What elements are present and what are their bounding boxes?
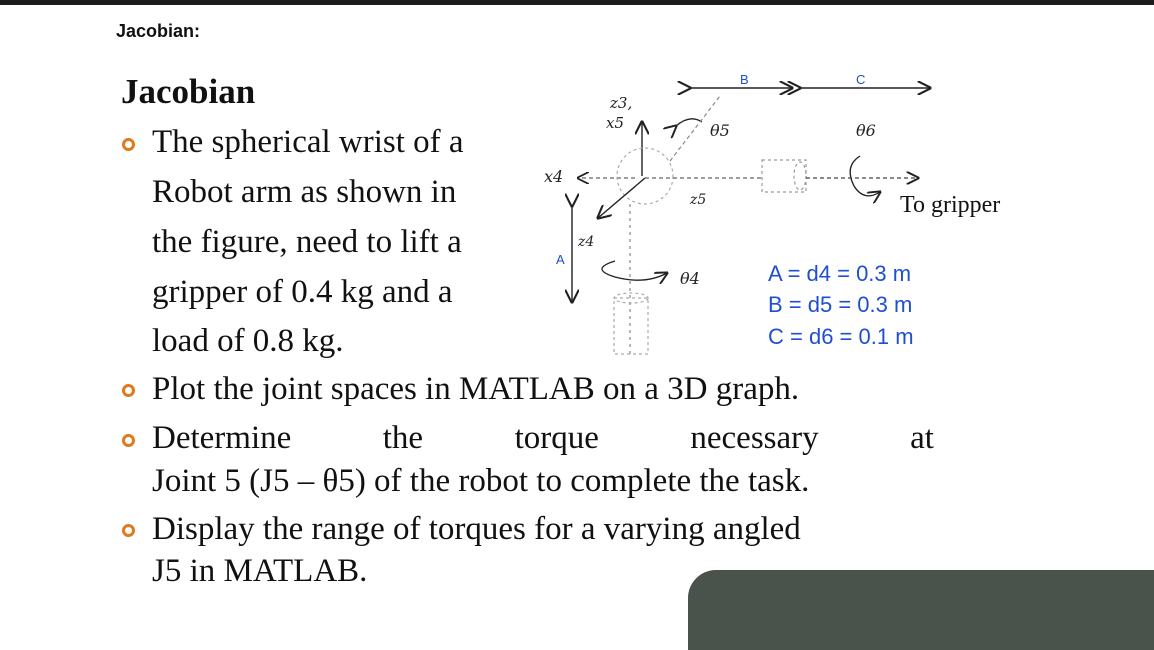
theta5-label: θ5 (710, 121, 730, 140)
link-5 (762, 160, 806, 192)
label-z3: z3, (610, 94, 633, 112)
dim-value-c: C = d6 = 0.1 m (768, 324, 914, 349)
slide-title: Jacobian (121, 72, 256, 111)
corner-panel (688, 570, 1154, 650)
label-x5: x5 (606, 114, 625, 132)
diagonal-axis (598, 178, 645, 218)
label-z4: z4 (578, 234, 595, 250)
bullet3-word: Determine (152, 420, 292, 456)
bullet4-line-1: Display the range of torques for a varying angled (152, 511, 801, 547)
theta4-label: θ4 (680, 269, 700, 288)
bullet1-line-5: load of 0.8 kg. (152, 323, 344, 359)
theta6-label: θ6 (856, 121, 876, 140)
section-header: Jacobian: (116, 21, 201, 41)
bullet3-word: torque (514, 420, 599, 456)
label-z5: z5 (690, 192, 707, 208)
dim-value-b: B = d5 = 0.3 m (768, 292, 913, 317)
bullet1-line-1: The spherical wrist of a (152, 124, 464, 160)
dim-value-a: A = d4 = 0.3 m (768, 261, 912, 286)
bullet3-line-1 (152, 422, 934, 455)
theta6-rotation (850, 156, 880, 196)
bullet3-word: at (910, 420, 934, 456)
dim-a-label: A (556, 252, 565, 267)
label-x4: x4 (544, 167, 564, 186)
bullet-icon (122, 384, 135, 397)
bullet4-line-2: J5 in MATLAB. (152, 553, 368, 589)
bullet-icon (122, 524, 135, 537)
bullet-icon (122, 138, 135, 151)
link-4 (614, 298, 648, 354)
bullet1-line-4: gripper of 0.4 kg and a (152, 274, 453, 310)
bullet-icon (122, 434, 135, 447)
link-4-top (614, 293, 648, 303)
bullet2-text: Plot the joint spaces in MATLAB on a 3D graph. (152, 371, 800, 407)
link-5-end (794, 162, 806, 190)
dim-b-label: B (740, 72, 749, 87)
bullet3-word: necessary (690, 420, 819, 456)
theta4-rotation (602, 261, 667, 280)
spherical-wrist-figure (530, 66, 1030, 366)
bullet1-line-3: the figure, need to lift a (152, 224, 462, 260)
bullet1-line-2: Robot arm as shown in (152, 174, 457, 210)
dim-c-label: C (856, 72, 866, 87)
bullet3-word: the (382, 420, 424, 456)
to-gripper-label: To gripper (900, 192, 1001, 218)
bullet3-line-2: Joint 5 (J5 – θ5) of the robot to complete the task. (152, 463, 810, 499)
top-border (0, 0, 1154, 5)
